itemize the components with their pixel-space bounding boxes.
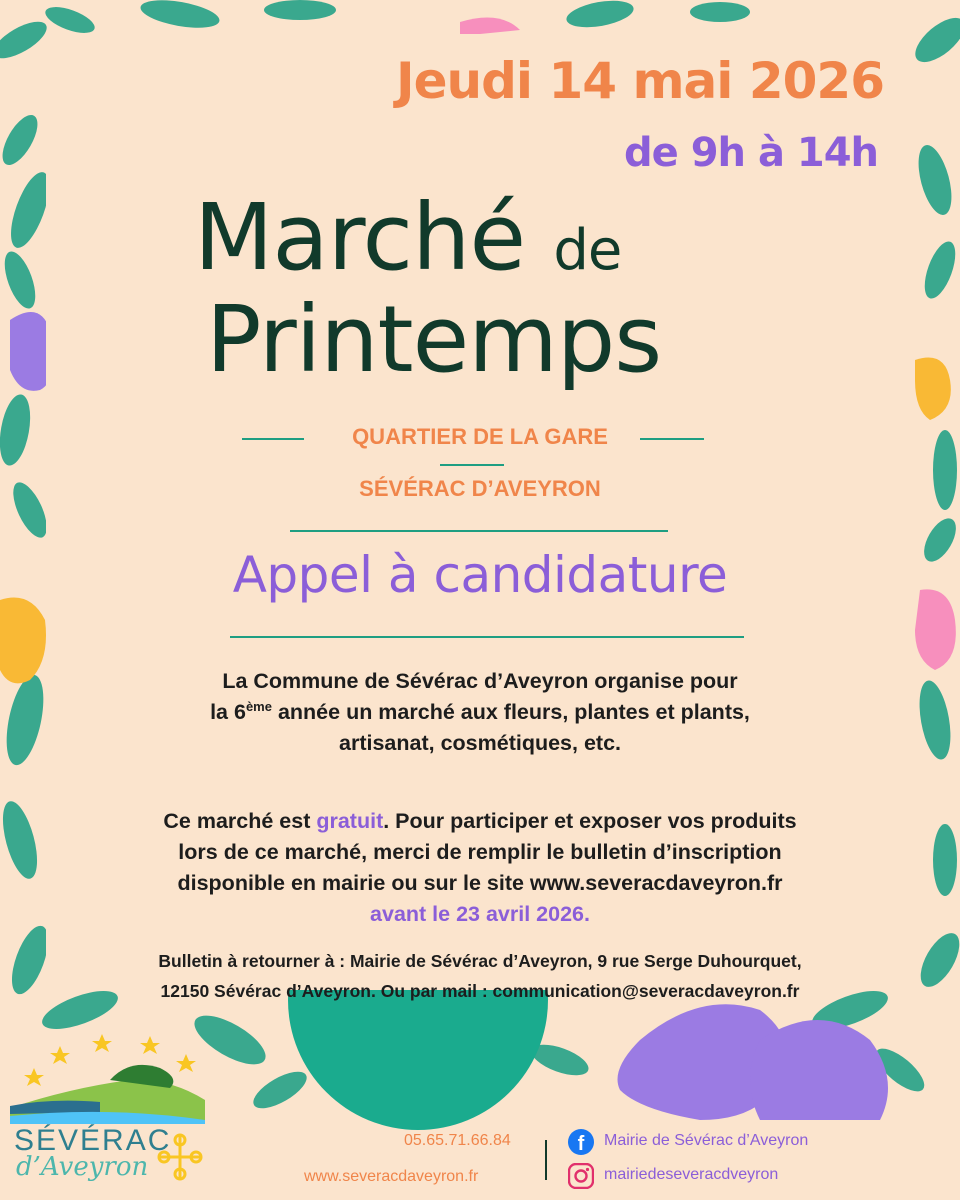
- intro-line-2-start: la 6: [210, 700, 246, 724]
- details-paragraph: [46, 806, 914, 930]
- location-quarter: QUARTIER DE LA GARE: [352, 424, 608, 449]
- ordinal-suffix: ème: [245, 698, 272, 714]
- details-line-3: disponible en mairie ou sur le site www.severacdaveyron.fr: [177, 871, 783, 895]
- location-town: SÉVÉRAC D’AVEYRON: [359, 476, 601, 501]
- intro-paragraph: [46, 666, 914, 759]
- instagram-icon[interactable]: [568, 1163, 594, 1189]
- intro-line-2: [46, 697, 914, 728]
- details-line-1-end: . Pour participer et exposer vos produits: [383, 809, 797, 833]
- intro-line-1: La Commune de Sévérac d’Aveyron organise pour: [222, 669, 738, 693]
- footer-phone[interactable]: 05.65.71.66.84: [404, 1132, 511, 1149]
- divider-lower: [230, 636, 744, 638]
- title-word-de: de: [553, 218, 622, 283]
- deadline: avant le 23 avril 2026.: [370, 902, 590, 926]
- event-date: Jeudi 14 mai 2026: [396, 52, 884, 110]
- return-line-1: Bulletin à retourner à : Mairie de Sévérac d’Aveyron, 9 rue Serge Duhourquet,: [158, 951, 802, 971]
- intro-line-3: artisanat, cosmétiques, etc.: [339, 731, 621, 755]
- logo-subtitle: d’Aveyron: [16, 1152, 149, 1182]
- details-line-1: [46, 806, 914, 837]
- return-line-2: 12150 Sévérac d’Aveyron. Ou par mail : communication@severacdaveyron.fr: [160, 981, 800, 1001]
- free-highlight: gratuit: [316, 809, 384, 833]
- instagram-handle[interactable]: mairiedeseveracdveyron: [604, 1166, 779, 1183]
- title-line-1: [194, 184, 622, 291]
- facebook-icon[interactable]: f: [568, 1129, 594, 1155]
- content-card: [46, 34, 914, 1001]
- intro-line-2-end: année un marché aux fleurs, plantes et plants,: [271, 700, 750, 724]
- title-word-marche: Marché: [194, 184, 526, 291]
- footer-website[interactable]: www.severacdaveyron.fr: [304, 1168, 479, 1185]
- divider-upper: [290, 530, 668, 532]
- logo-name: SÉVÉRAC: [14, 1124, 172, 1157]
- title-line-2: Printemps: [206, 286, 662, 393]
- details-line-1-start: Ce marché est: [163, 809, 317, 833]
- divider-middle: [440, 464, 504, 466]
- event-hours: de 9h à 14h: [624, 130, 878, 176]
- facebook-page[interactable]: Mairie de Sévérac d’Aveyron: [604, 1132, 809, 1149]
- call-heading: Appel à candidature: [232, 546, 728, 604]
- details-line-2: lors de ce marché, merci de remplir le bulletin d’inscription: [178, 840, 782, 864]
- footer-separator: [545, 1140, 547, 1180]
- return-address: [46, 946, 914, 1006]
